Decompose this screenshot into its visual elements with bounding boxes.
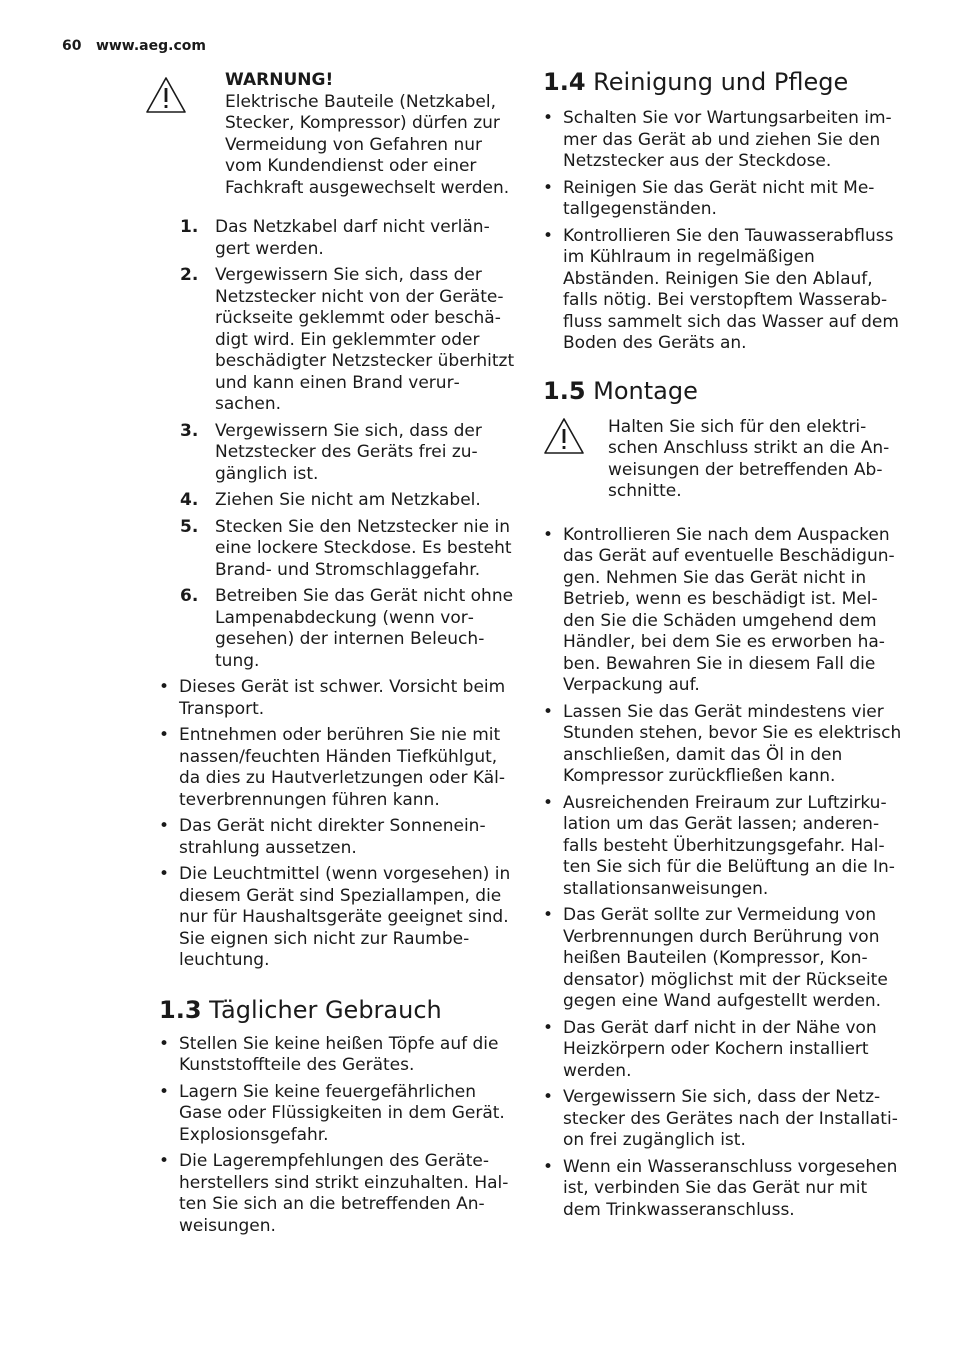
list-item: • Ausreichenden Freiraum zur Luftzirkulation um das Gerät lassen; anderenfalls besteht Überhitzungsgefahr. Halten Sie sich für die Belüftung an die Installationsanweisungen. [543,792,895,899]
bullet-icon: • [543,792,554,813]
list-item: • Die Leuchtmittel (wenn vorgesehen) in diesem Gerät sind Speziallampen, die nur für Haushaltsgeräte geeignet sind. Sie eignen sich nicht zur Raumbeleuchtung. [159,864,511,970]
list-item: • Stellen Sie keine heißen Töpfe auf die Kunststoffteile des Gerätes. [159,1033,499,1075]
warning-block [145,70,515,199]
bullet-icon: • [543,1087,554,1107]
list-item: • Lassen Sie das Gerät mindestens vier Stunden stehen, bevor Sie es elektrisch anschließen, damit das Öl in den Kompressor zurückfließen kann. [543,701,902,786]
list-item: • Das Gerät darf nicht in der Nähe von Heizkörpern oder Kochern installiert werden. [543,1017,877,1081]
bullet-icon: • [159,677,170,697]
bullet-icon: • [543,905,554,925]
list-item: 2. Vergewissern Sie sich, dass der Netzstecker nicht von der Geräterückseite geklemmt oder beschädigt wird. Ein geklemmter oder beschädigter Netzstecker überhitzt und kann einen Brand verursachen. [180,265,515,414]
warning-text-block [225,70,515,199]
website-url: www.aeg.com [95,38,206,54]
section-heading-1-4: 1.4 Reinigung und Pflege [543,68,849,96]
list-item: 4. Ziehen Sie nicht am Netzkabel. [180,490,481,510]
bullet-icon: • [159,1033,170,1054]
installation-list [543,525,903,1222]
list-item: 6. Betreiben Sie das Gerät nicht ohne Lampenabdeckung (wenn vorgesehen) der internen Beleuchtung. [180,586,514,671]
warning-text: Elektrische Bauteile (Netzkabel, Stecker, Kompressor) dürfen zur Vermeidung von Gefahren nur vom Kundendienst oder einer Fachkraft ausgewechselt werden. [225,91,510,198]
list-item: • Schalten Sie vor Wartungsarbeiten immer das Gerät ab und ziehen Sie den Netzstecker aus der Steckdose. [543,108,892,171]
bullet-icon: • [159,725,170,745]
bullet-icon: • [159,1151,170,1171]
bullet-icon: • [159,816,170,836]
warning-title: WARNUNG! [225,70,334,90]
installation-warning-block [543,417,903,503]
list-item: • Kontrollieren Sie den Tauwasserabfluss im Kühlraum in regelmäßigen Abständen. Reinigen Sie den Ablauf, falls nötig. Bei verstopftem Wasserabfluss sammelt sich das Wasser auf dem Boden des Geräts an. [543,225,899,353]
bullet-icon: • [543,524,554,545]
bullet-icon: • [543,1156,554,1177]
list-item: • Die Lagerempfehlungen des Geräteherstellers sind strikt einzuhalten. Halten Sie sich an die betreffenden Anweisungen. [159,1151,509,1236]
bullet-icon: • [543,1017,554,1038]
page-header [62,38,206,54]
bullet-icon: • [159,864,170,884]
list-item: • Dieses Gerät ist schwer. Vorsicht beim Transport. [159,677,506,719]
bullet-icon: • [543,177,554,198]
installation-warning-text: Halten Sie sich für den elektrischen Anschluss strikt an die Anweisungen der betreffenden Abschnitte. [608,416,890,501]
safety-steps-list [180,217,515,672]
bullet-icon: • [543,225,554,246]
bullet-icon: • [159,1081,170,1102]
list-item: • Das Gerät nicht direkter Sonneneinstrahlung aussetzen. [159,816,486,858]
list-item: • Lagern Sie keine feuergefährlichen Gase oder Flüssigkeiten in dem Gerät. Explosionsgefahr. [159,1081,505,1145]
warning-triangle-icon [543,417,585,455]
left-column [145,70,515,1242]
page-number: 60 [62,38,82,54]
list-item: • Reinigen Sie das Gerät nicht mit Metallgegenständen. [543,177,875,219]
bullet-icon: • [543,108,554,128]
bullet-icon: • [543,701,554,722]
safety-bullets-list [159,677,515,972]
list-item: • Kontrollieren Sie nach dem Auspacken das Gerät auf eventuelle Beschädigungen. Nehmen Sie das Gerät nicht in Betrieb, wenn es beschädigt ist. Melden Sie die Schäden umgehend dem Händler, bei dem Sie es erworben haben. Bewahren Sie in diesem Fall die Verpackung auf. [543,524,895,695]
cleaning-list [543,108,903,355]
list-item: • Vergewissern Sie sich, dass der Netzstecker des Gerätes nach der Installation frei zugänglich ist. [543,1087,898,1150]
daily-use-list [159,1034,515,1238]
right-column [543,68,903,1226]
warning-triangle-icon [145,76,187,114]
list-item: • Entnehmen oder berühren Sie nie mit nassen/feuchten Händen Tiefkühlgut, da dies zu Hautverletzungen oder Kälteverbrennungen führen kann. [159,725,506,810]
list-item: 3. Vergewissern Sie sich, dass der Netzstecker des Geräts frei zugänglich ist. [180,420,482,484]
section-heading-1-5: 1.5 Montage [543,376,698,405]
list-item: • Das Gerät sollte zur Vermeidung von Verbrennungen durch Berührung von heißen Bauteilen (Kompressor, Kondensator) möglichst mit der Rückseite gegen eine Wand aufgestellt werden. [543,905,888,1011]
list-item: 5. Stecken Sie den Netzstecker nie in eine lockere Steckdose. Es besteht Brand- und Stromschlaggefahr. [180,516,512,580]
section-heading-1-3: 1.3 Täglicher Gebrauch [159,995,442,1024]
list-item: • Wenn ein Wasseranschluss vorgesehen ist, verbinden Sie das Gerät nur mit dem Trinkwasseranschluss. [543,1156,898,1220]
list-item: 1. Das Netzkabel darf nicht verlängert werden. [180,217,490,259]
